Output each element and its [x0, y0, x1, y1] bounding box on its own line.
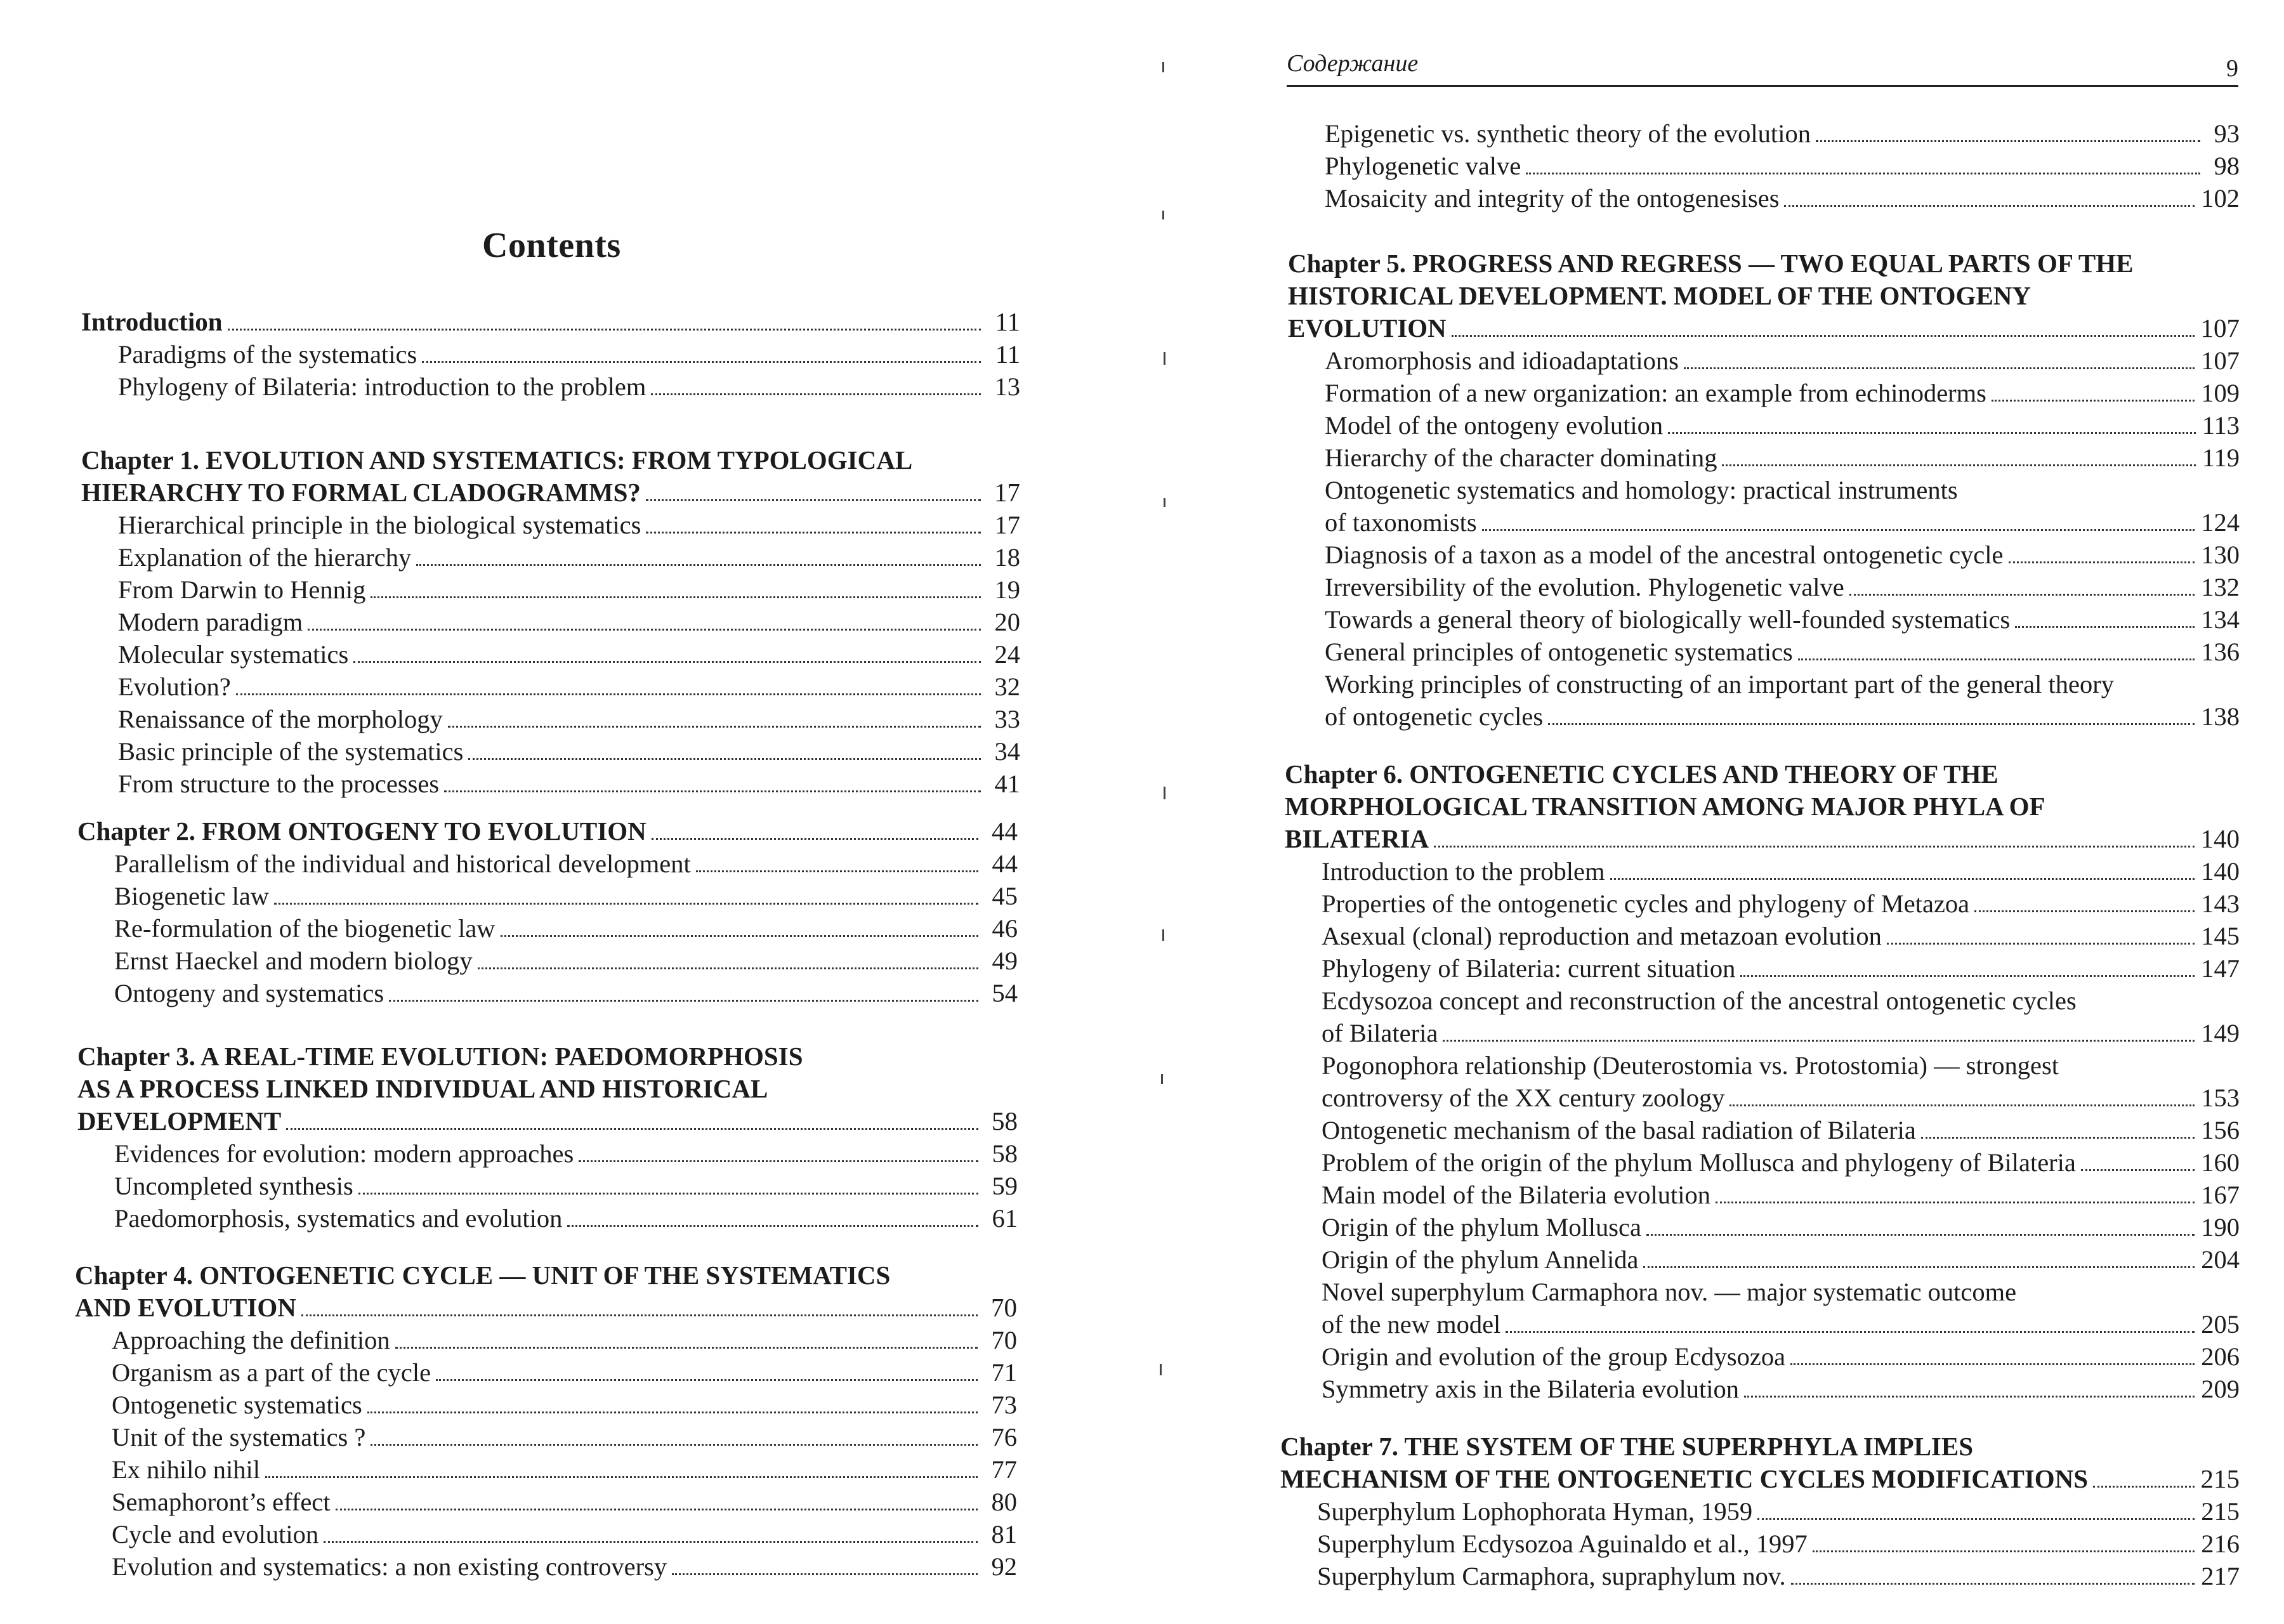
toc-entry[interactable]: Re-formulation of the biogenetic law 46 — [114, 914, 1018, 943]
toc-entry[interactable]: BILATERIA 140 — [1285, 824, 2240, 853]
toc-entry[interactable]: From Darwin to Hennig 19 — [118, 575, 1020, 604]
page-number: 9 — [2226, 55, 2238, 82]
toc-introduction — [81, 306, 1020, 403]
toc-entry[interactable]: Explanation of the hierarchy 18 — [118, 543, 1020, 572]
toc-entry[interactable]: Unit of the systematics ? 76 — [112, 1423, 1017, 1451]
toc-entry[interactable]: Origin of the phylum Mollusca 190 — [1322, 1213, 2240, 1241]
running-title: Содержание — [1287, 50, 1419, 77]
chapter-heading: Chapter 6. ONTOGENETIC CYCLES AND THEORY OF THE — [1285, 759, 1998, 789]
toc-entry[interactable]: Uncompleted synthesis 59 — [114, 1172, 1018, 1200]
toc-entry[interactable]: Irreversibility of the evolution. Phylogenetic valve 132 — [1325, 573, 2240, 601]
toc-entry[interactable]: Ernst Haeckel and modern biology 49 — [114, 946, 1018, 975]
toc-chapter-3 — [77, 1040, 1018, 1234]
toc-entry-line: Working principles of constructing of an important part of the general theory — [1325, 670, 2114, 698]
running-head — [1287, 49, 2238, 87]
toc-chapter-5 — [1288, 247, 2240, 733]
toc-entry[interactable]: of ontogenetic cycles 138 — [1325, 702, 2240, 731]
contents-title: Contents — [482, 226, 621, 265]
chapter-heading: Chapter 5. PROGRESS AND REGRESS — TWO EQUAL PARTS OF THE — [1288, 249, 2134, 278]
toc-entry[interactable]: Introduction to the problem 140 — [1322, 857, 2240, 886]
toc-entry[interactable]: Symmetry axis in the Bilateria evolution 209 — [1322, 1375, 2240, 1403]
toc-entry[interactable]: Modern paradigm 20 — [118, 608, 1020, 636]
toc-entry[interactable]: Hierarchical principle in the biological systematics 17 — [118, 511, 1020, 539]
toc-entry[interactable]: of Bilateria 149 — [1322, 1019, 2240, 1047]
toc-entry[interactable]: Aromorphosis and idioadaptations 107 — [1325, 346, 2240, 375]
toc-entry-line: Novel superphylum Carmaphora nov. — major systematic outcome — [1322, 1278, 2017, 1306]
toc-entry[interactable]: Phylogeny of Bilateria: current situation 147 — [1322, 954, 2240, 983]
chapter-heading: AS A PROCESS LINKED INDIVIDUAL AND HISTORICAL — [77, 1074, 768, 1103]
scan-mark — [1162, 211, 1164, 219]
toc-entry[interactable]: Cycle and evolution 81 — [112, 1520, 1017, 1549]
toc-entry[interactable]: Formation of a new organization: an example from echinoderms 109 — [1325, 379, 2240, 407]
toc-chapter-2 — [77, 815, 1018, 1009]
toc-entry[interactable]: Towards a general theory of biologically well-founded systematics 134 — [1325, 605, 2240, 634]
toc-entry[interactable]: Mosaicity and integrity of the ontogenesises 102 — [1325, 184, 2240, 213]
toc-entry-line: Pogonophora relationship (Deuterostomia vs. Protostomia) — strongest — [1322, 1051, 2059, 1080]
scan-mark — [1164, 787, 1165, 799]
toc-chapter-1 — [81, 444, 1020, 800]
toc-entry[interactable]: Phylogeny of Bilateria: introduction to the problem 13 — [118, 372, 1020, 401]
toc-entry-line: Ontogenetic systematics and homology: practical instruments — [1325, 476, 1958, 504]
toc-entry[interactable]: Parallelism of the individual and historical development 44 — [114, 849, 1018, 878]
toc-entry[interactable]: General principles of ontogenetic systematics 136 — [1325, 638, 2240, 666]
toc-entry[interactable]: HIERARCHY TO FORMAL CLADOGRAMMS? 17 — [81, 478, 1020, 507]
toc-entry[interactable]: Hierarchy of the character dominating 119 — [1325, 443, 2240, 472]
toc-entry[interactable]: Diagnosis of a taxon as a model of the ancestral ontogenetic cycle 130 — [1325, 540, 2240, 569]
toc-entry[interactable]: EVOLUTION 107 — [1288, 313, 2240, 343]
toc-entry[interactable]: From structure to the processes 41 — [118, 769, 1020, 798]
toc-entry[interactable]: Molecular systematics 24 — [118, 640, 1020, 669]
toc-entry[interactable]: Properties of the ontogenetic cycles and phylogeny of Metazoa 143 — [1322, 889, 2240, 918]
toc-entry[interactable]: Ontogenetic mechanism of the basal radiation of Bilateria 156 — [1322, 1116, 2240, 1144]
chapter-heading: Chapter 3. A REAL-TIME EVOLUTION: PAEDOMORPHOSIS — [77, 1042, 803, 1071]
toc-entry[interactable]: Ontogenetic systematics 73 — [112, 1391, 1017, 1419]
toc-entry[interactable]: Organism as a part of the cycle 71 — [112, 1358, 1017, 1387]
toc-entry[interactable]: Phylogenetic valve 98 — [1325, 152, 2240, 180]
scan-mark — [1164, 498, 1165, 507]
toc-entry[interactable]: DEVELOPMENT 58 — [77, 1106, 1018, 1136]
toc-entry[interactable]: Paradigms of the systematics 11 — [118, 340, 1020, 369]
toc-chapter-4-continued — [1288, 117, 2240, 214]
toc-entry[interactable]: Origin of the phylum Annelida 204 — [1322, 1245, 2240, 1274]
toc-entry[interactable]: Evidences for evolution: modern approaches 58 — [114, 1139, 1018, 1168]
toc-entry[interactable]: Basic principle of the systematics 34 — [118, 737, 1020, 766]
toc-entry[interactable]: Origin and evolution of the group Ecdysozoa 206 — [1322, 1342, 2240, 1371]
chapter-heading: MORPHOLOGICAL TRANSITION AMONG MAJOR PHYLA OF — [1285, 792, 2045, 821]
scan-mark — [1160, 1364, 1162, 1375]
chapter-heading: Chapter 4. ONTOGENETIC CYCLE — UNIT OF THE SYSTEMATICS — [75, 1261, 891, 1290]
toc-chapter-4 — [75, 1259, 1017, 1583]
toc-chapter-7 — [1280, 1431, 2240, 1592]
toc-entry[interactable]: of the new model 205 — [1322, 1310, 2240, 1339]
toc-entry[interactable]: Problem of the origin of the phylum Mollusca and phylogeny of Bilateria 160 — [1322, 1148, 2240, 1177]
toc-entry[interactable]: Superphylum Carmaphora, supraphylum nov. 217 — [1317, 1562, 2240, 1590]
toc-entry[interactable]: Model of the ontogeny evolution 113 — [1325, 411, 2240, 440]
scan-mark — [1162, 929, 1164, 941]
toc-entry[interactable]: Asexual (clonal) reproduction and metazoan evolution 145 — [1322, 922, 2240, 950]
toc-entry[interactable]: Ex nihilo nihil 77 — [112, 1455, 1017, 1484]
toc-entry[interactable]: Introduction 11 — [81, 307, 1020, 336]
toc-entry[interactable]: Paedomorphosis, systematics and evolution 61 — [114, 1204, 1018, 1233]
toc-entry[interactable]: Superphylum Ecdysozoa Aguinaldo et al., 1997 216 — [1317, 1529, 2240, 1558]
chapter-heading: HISTORICAL DEVELOPMENT. MODEL OF THE ONTOGENY — [1288, 281, 2031, 310]
toc-entry[interactable]: Ontogeny and systematics 54 — [114, 979, 1018, 1007]
toc-entry[interactable]: Biogenetic law 45 — [114, 882, 1018, 910]
toc-chapter-6 — [1285, 758, 2240, 1405]
toc-entry[interactable]: AND EVOLUTION 70 — [75, 1293, 1017, 1322]
toc-entry[interactable]: Superphylum Lophophorata Hyman, 1959 215 — [1317, 1497, 2240, 1526]
toc-entry[interactable]: Chapter 2. FROM ONTOGENY TO EVOLUTION 44 — [77, 816, 1018, 846]
toc-entry[interactable]: Evolution? 32 — [118, 672, 1020, 701]
toc-entry-line: Ecdysozoa concept and reconstruction of the ancestral ontogenetic cycles — [1322, 986, 2077, 1015]
toc-entry[interactable]: Evolution and systematics: a non existing controversy 92 — [112, 1552, 1017, 1581]
toc-entry[interactable]: Approaching the definition 70 — [112, 1326, 1017, 1354]
chapter-heading: Chapter 1. EVOLUTION AND SYSTEMATICS: FROM TYPOLOGICAL — [81, 445, 913, 475]
toc-entry[interactable]: Renaissance of the morphology 33 — [118, 705, 1020, 733]
toc-entry[interactable]: Semaphoront’s effect 80 — [112, 1488, 1017, 1516]
chapter-heading: Chapter 7. THE SYSTEM OF THE SUPERPHYLA IMPLIES — [1280, 1432, 1974, 1461]
toc-entry[interactable]: MECHANISM OF THE ONTOGENETIC CYCLES MODIFICATIONS 215 — [1280, 1464, 2240, 1493]
toc-entry[interactable]: Main model of the Bilateria evolution 167 — [1322, 1181, 2240, 1209]
toc-entry[interactable]: controversy of the XX century zoology 153 — [1322, 1084, 2240, 1112]
toc-entry[interactable]: Epigenetic vs. synthetic theory of the evolution 93 — [1325, 119, 2240, 148]
scan-mark — [1164, 352, 1165, 365]
scan-mark — [1161, 1074, 1163, 1084]
scan-mark — [1162, 62, 1164, 72]
toc-entry[interactable]: of taxonomists 124 — [1325, 508, 2240, 537]
